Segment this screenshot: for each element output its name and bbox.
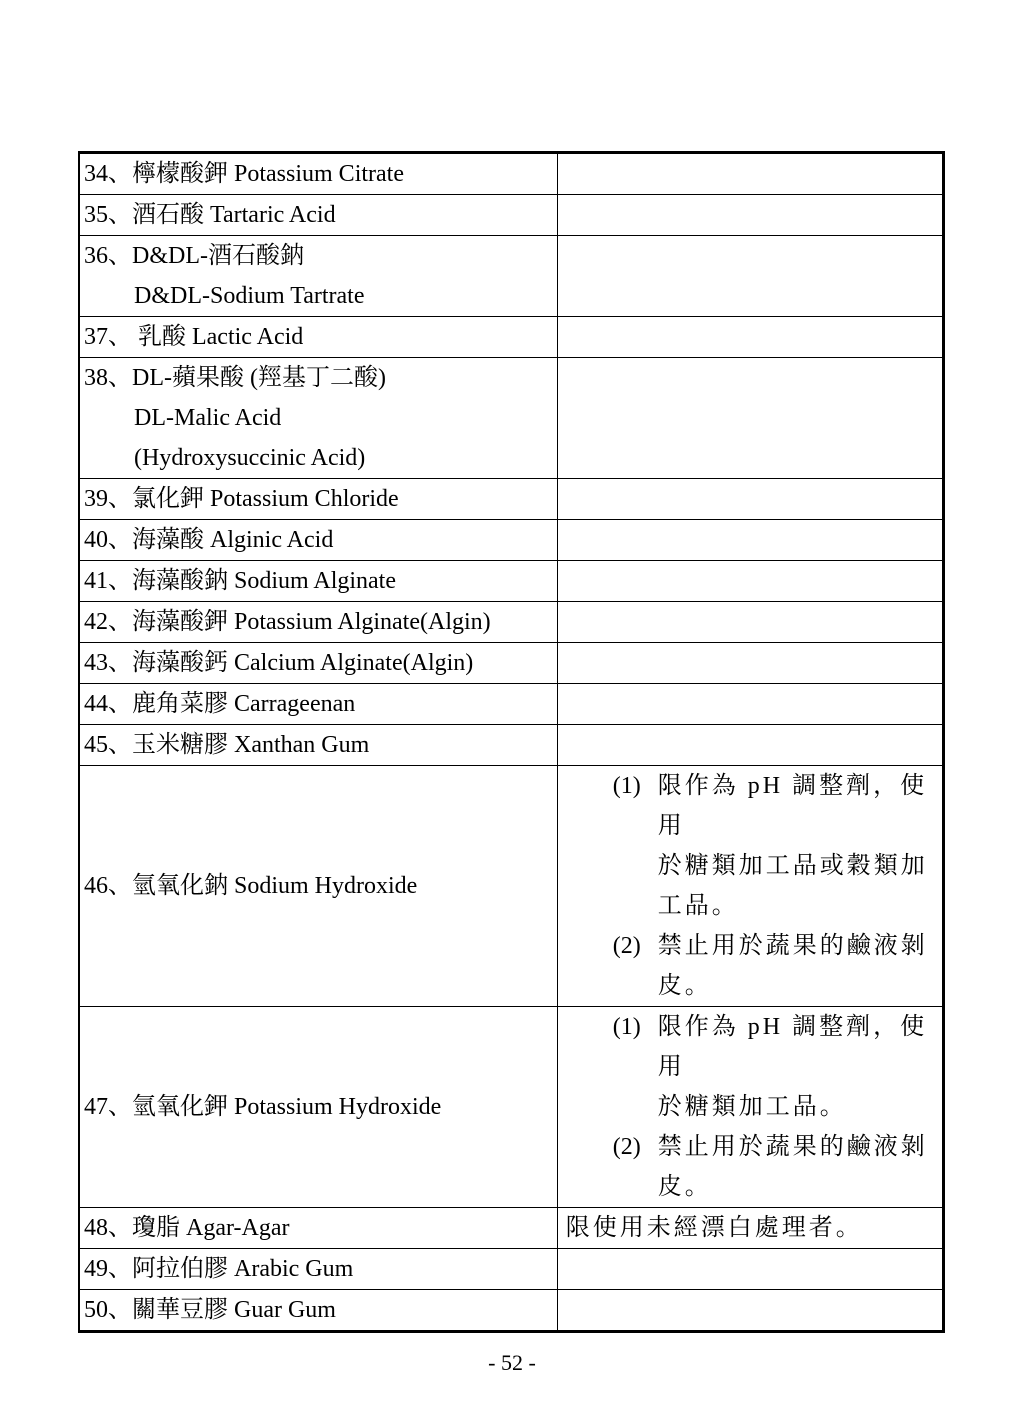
restriction-note-item <box>566 926 942 1006</box>
page-number: - 52 - <box>488 1350 536 1375</box>
additive-name-line: 46、氫氧化鈉 Sodium Hydroxide <box>84 873 418 899</box>
restriction-note-cell <box>557 684 943 725</box>
table-row <box>79 195 944 236</box>
additives-table <box>78 151 945 1333</box>
additive-name-cell <box>79 643 557 684</box>
restriction-note-number: (1) <box>612 773 641 799</box>
additive-name-cell <box>79 1249 557 1290</box>
additive-name-cell <box>79 358 557 479</box>
restriction-note-number: (1) <box>612 1014 641 1040</box>
table-row <box>79 766 944 1007</box>
restriction-note-line-text: 皮。 <box>657 1174 712 1200</box>
restriction-note-line <box>566 1167 942 1207</box>
restriction-note-line-text: 於糖類加工品。 <box>657 1094 847 1120</box>
additive-name-line: 48、瓊脂 Agar-Agar <box>84 1215 290 1241</box>
restriction-note-line <box>566 846 942 886</box>
restriction-note-line <box>566 886 942 926</box>
table-row <box>79 317 944 358</box>
restriction-note-cell <box>557 358 943 479</box>
restriction-note-item <box>566 1127 942 1207</box>
additive-name-line: 50、關華豆膠 Guar Gum <box>84 1297 336 1323</box>
additive-name-line: 47、氫氧化鉀 Potassium Hydroxide <box>84 1094 442 1120</box>
restriction-note-cell <box>557 520 943 561</box>
table-row <box>79 602 944 643</box>
table-row <box>79 1007 944 1208</box>
restriction-note-cell <box>557 766 943 1007</box>
additive-name-line: 40、海藻酸 Alginic Acid <box>84 527 334 553</box>
additive-name-line: 43、海藻酸鈣 Calcium Alginate(Algin) <box>84 650 474 676</box>
additive-name-cell <box>79 153 557 195</box>
restriction-note-cell <box>557 561 943 602</box>
restriction-note-cell <box>557 1290 943 1332</box>
additive-name-line: 41、海藻酸鈉 Sodium Alginate <box>84 568 396 594</box>
restriction-note-text: 限使用未經漂白處理者。 <box>565 1215 863 1241</box>
additive-name-line: 35、酒石酸 Tartaric Acid <box>84 202 336 228</box>
restriction-note-line-text: 限作為 pH 調整劑，使用 <box>657 773 928 839</box>
additive-name-cell <box>79 561 557 602</box>
table-row <box>79 684 944 725</box>
restriction-note-line-text: 限作為 pH 調整劑，使用 <box>657 1014 928 1080</box>
restriction-note-line <box>566 1007 942 1087</box>
restriction-note-cell <box>557 643 943 684</box>
restriction-note-line-text: 禁止用於蔬果的鹼液剝 <box>657 1134 928 1160</box>
additive-name-line: 49、阿拉伯膠 Arabic Gum <box>84 1256 354 1282</box>
restriction-note-cell <box>557 195 943 236</box>
restriction-note-number: (2) <box>612 1134 641 1160</box>
restriction-note-item <box>566 1007 942 1127</box>
additive-name-cell <box>79 766 557 1007</box>
table-row <box>79 561 944 602</box>
additive-name-line: 45、玉米糖膠 Xanthan Gum <box>84 732 370 758</box>
additive-name-line: DL-Malic Acid <box>134 405 282 431</box>
additive-name-cell <box>79 195 557 236</box>
restriction-note-cell <box>557 1007 943 1208</box>
additive-name-line: 39、氯化鉀 Potassium Chloride <box>84 486 399 512</box>
additive-name-line: (Hydroxysuccinic Acid) <box>134 445 366 471</box>
additive-name-line: 34、檸檬酸鉀 Potassium Citrate <box>84 161 404 187</box>
restriction-note-line-text: 禁止用於蔬果的鹼液剝 <box>657 933 928 959</box>
restriction-note-cell <box>557 317 943 358</box>
table-body <box>79 153 944 1332</box>
additive-name-line: D&DL-Sodium Tartrate <box>134 283 365 309</box>
additive-name-cell <box>79 1290 557 1332</box>
restriction-note-line-text: 皮。 <box>657 973 712 999</box>
additive-name-line: 36、D&DL-酒石酸鈉 <box>84 243 304 269</box>
table-row <box>79 520 944 561</box>
additive-name-cell <box>79 317 557 358</box>
restriction-note-cell <box>557 236 943 317</box>
restriction-note-line-text: 於糖類加工品或穀類加 <box>657 853 928 879</box>
restriction-note-line-text: 工品。 <box>657 893 739 919</box>
additive-name-line: 44、鹿角菜膠 Carrageenan <box>84 691 356 717</box>
table-row <box>79 153 944 195</box>
restriction-note-line <box>566 926 942 966</box>
restriction-note-line <box>566 766 942 846</box>
restriction-note-number: (2) <box>612 933 641 959</box>
restriction-note-line <box>566 1087 942 1127</box>
restriction-note-cell <box>557 602 943 643</box>
restriction-note-cell <box>557 1208 943 1249</box>
additive-name-cell <box>79 479 557 520</box>
additive-name-cell <box>79 602 557 643</box>
additive-name-cell <box>79 1007 557 1208</box>
additive-name-cell <box>79 520 557 561</box>
additive-name-cell <box>79 725 557 766</box>
table-row <box>79 358 944 479</box>
restriction-note-cell <box>557 725 943 766</box>
additive-name-line: 42、海藻酸鉀 Potassium Alginate(Algin) <box>84 609 491 635</box>
additive-name-cell <box>79 236 557 317</box>
additive-name-cell <box>79 684 557 725</box>
table-row <box>79 1249 944 1290</box>
restriction-note-item <box>566 766 942 926</box>
table-row <box>79 1290 944 1332</box>
table-row <box>79 479 944 520</box>
additive-name-cell <box>79 1208 557 1249</box>
restriction-note-cell <box>557 153 943 195</box>
restriction-note-line <box>566 1127 942 1167</box>
restriction-note-line <box>566 966 942 1006</box>
additive-name-line: 37、 乳酸 Lactic Acid <box>84 324 304 350</box>
table-row <box>79 1208 944 1249</box>
table-row <box>79 725 944 766</box>
additive-name-line: 38、DL-蘋果酸 (羥基丁二酸) <box>84 365 386 391</box>
restriction-note-cell <box>557 479 943 520</box>
table-row <box>79 236 944 317</box>
table-row <box>79 643 944 684</box>
restriction-note-cell <box>557 1249 943 1290</box>
